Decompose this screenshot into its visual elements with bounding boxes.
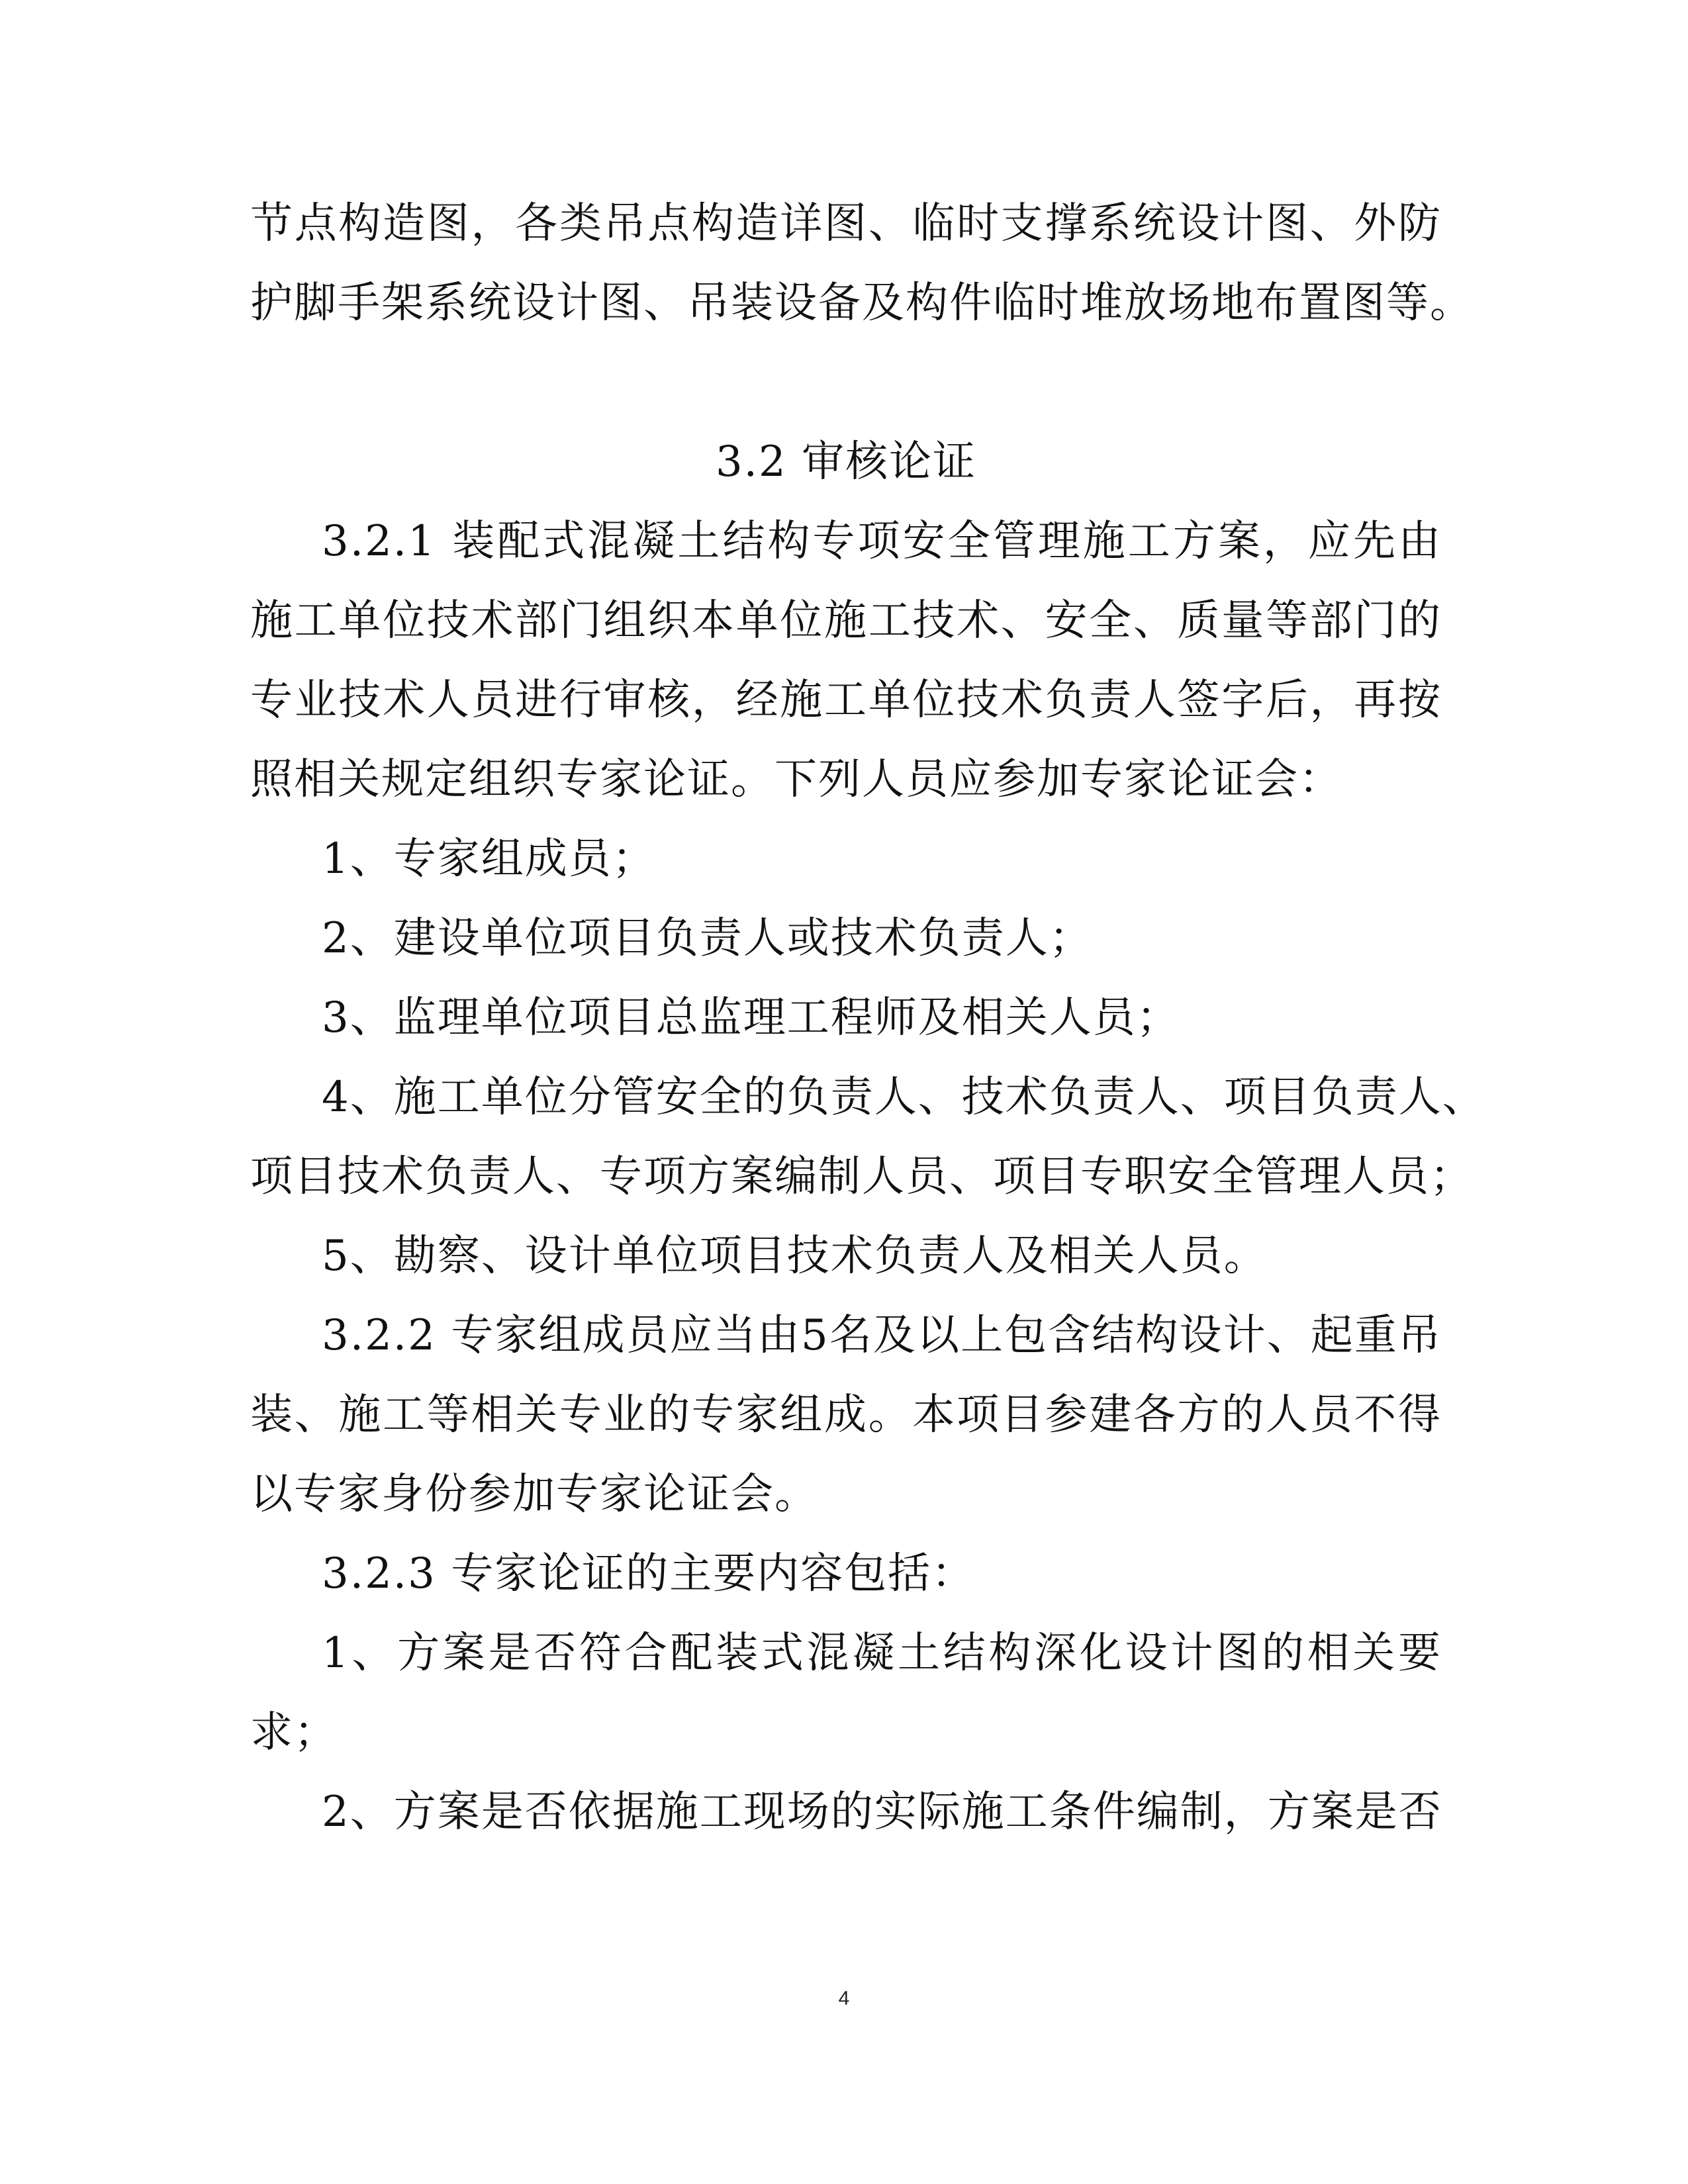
para-322-line-2: 装、施工等相关专业的专家组成。本项目参建各方的人员不得 — [250, 1390, 1442, 1439]
para-321-line-2: 施工单位技术部门组织本单位施工技术、安全、质量等部门的 — [250, 596, 1442, 645]
intro-line-1: 节点构造图，各类吊点构造详图、临时支撑系统设计图、外防 — [250, 199, 1442, 248]
content-item-1-line-1: 1、方案是否符合配装式混凝土结构深化设计图的相关要 — [322, 1629, 1442, 1678]
para-321-line-3: 专业技术人员进行审核，经施工单位技术负责人签字后，再按 — [250, 676, 1442, 725]
attendee-item-5: 5、勘察、设计单位项目技术负责人及相关人员。 — [322, 1232, 1268, 1281]
para-321-line-4: 照相关规定组织专家论证。下列人员应参加专家论证会： — [250, 755, 1342, 804]
para-323: 3.2.3 专家论证的主要内容包括： — [322, 1549, 976, 1598]
attendee-item-2: 2、建设单位项目负责人或技术负责人； — [322, 914, 1093, 963]
intro-line-2: 护脚手架系统设计图、吊装设备及构件临时堆放场地布置图等。 — [250, 279, 1474, 328]
para-322-line-1: 3.2.2 专家组成员应当由5名及以上包含结构设计、起重吊 — [322, 1311, 1442, 1360]
page-number: 4 — [838, 1987, 850, 2009]
para-321-line-1: 3.2.1 装配式混凝土结构专项安全管理施工方案，应先由 — [322, 517, 1442, 566]
section-heading: 3.2 审核论证 — [715, 437, 977, 486]
para-322-line-3: 以专家身份参加专家论证会。 — [250, 1470, 818, 1519]
content-item-1-line-2: 求； — [250, 1708, 338, 1757]
attendee-item-1: 1、专家组成员； — [322, 835, 656, 884]
content-item-2-line-1: 2、方案是否依据施工现场的实际施工条件编制，方案是否 — [322, 1788, 1442, 1837]
attendee-item-4-line-2: 项目技术负责人、专项方案编制人员、项目专职安全管理人员； — [250, 1152, 1474, 1201]
attendee-item-4-line-1: 4、施工单位分管安全的负责人、技术负责人、项目负责人、 — [322, 1073, 1486, 1122]
attendee-item-3: 3、监理单位项目总监理工程师及相关人员； — [322, 993, 1180, 1042]
